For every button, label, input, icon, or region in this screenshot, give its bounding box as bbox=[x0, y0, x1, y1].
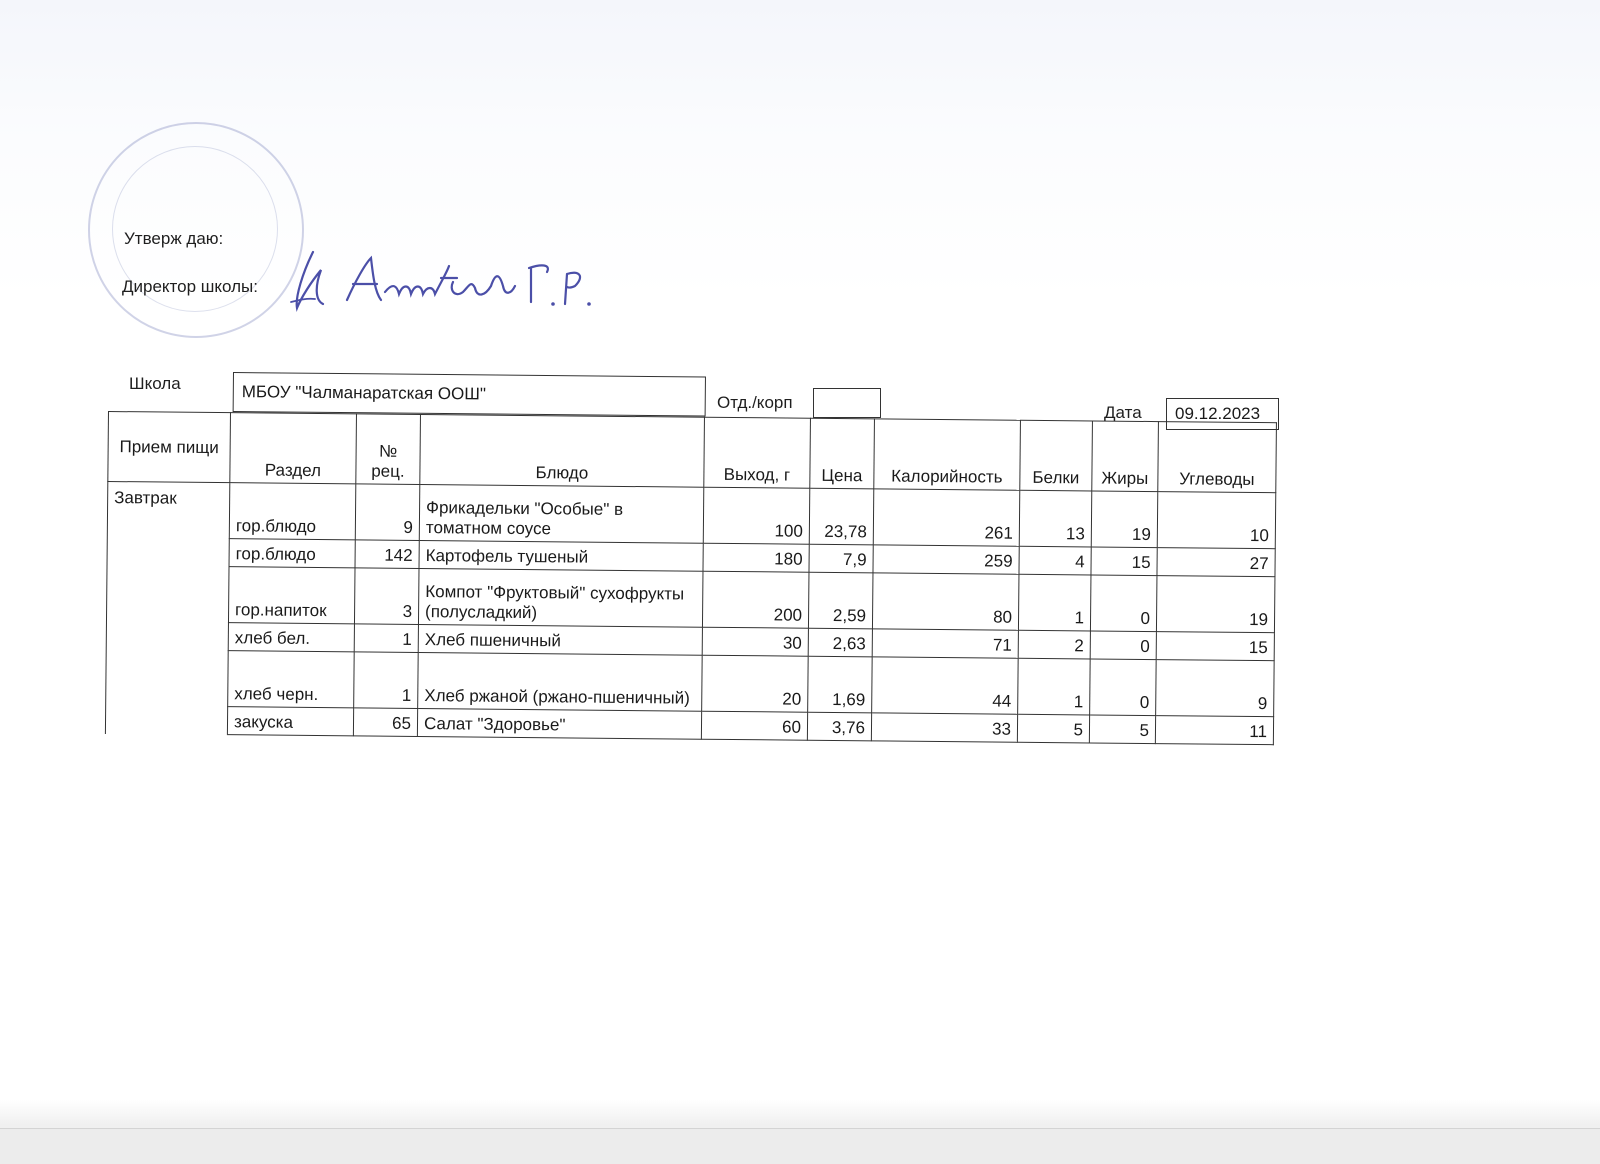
yield-cell: 30 bbox=[702, 627, 808, 656]
menu-sheet bbox=[105, 411, 1277, 745]
protein-cell: 1 bbox=[1018, 574, 1091, 631]
table-header-row bbox=[108, 412, 1277, 493]
price-cell: 1,69 bbox=[808, 656, 873, 713]
carbs-cell: 15 bbox=[1156, 632, 1274, 661]
recipe-cell: 1 bbox=[354, 652, 419, 709]
protein-cell: 4 bbox=[1019, 546, 1091, 575]
director-label: Директор школы: bbox=[122, 277, 258, 296]
meal-cell: Завтрак bbox=[105, 482, 229, 735]
carbs-cell: 10 bbox=[1157, 492, 1276, 549]
col-price: Цена bbox=[810, 418, 875, 489]
col-section: Раздел bbox=[230, 413, 357, 484]
protein-cell: 2 bbox=[1018, 630, 1090, 659]
kcal-cell: 259 bbox=[873, 545, 1019, 574]
dish-cell: Картофель тушеный bbox=[419, 540, 703, 571]
fat-cell: 15 bbox=[1091, 547, 1157, 576]
fat-cell: 19 bbox=[1091, 491, 1158, 548]
recipe-cell: 9 bbox=[355, 484, 420, 541]
carbs-cell: 27 bbox=[1157, 548, 1275, 577]
dish-cell: Хлеб ржаной (ржано-пшеничный) bbox=[418, 652, 703, 711]
school-label: Школа bbox=[129, 374, 181, 393]
carbs-cell: 11 bbox=[1155, 716, 1273, 745]
yield-cell: 100 bbox=[703, 487, 810, 544]
col-carbs: Углеводы bbox=[1158, 422, 1277, 493]
section-cell: хлеб бел. bbox=[228, 623, 354, 652]
col-yield: Выход, г bbox=[704, 417, 811, 488]
fat-cell: 0 bbox=[1090, 575, 1157, 632]
price-cell: 2,59 bbox=[808, 572, 873, 629]
price-cell: 3,76 bbox=[807, 712, 871, 741]
recipe-cell: 65 bbox=[353, 708, 417, 737]
protein-cell: 5 bbox=[1017, 714, 1089, 743]
kcal-cell: 261 bbox=[873, 489, 1020, 546]
approve-label: Утверж даю: bbox=[124, 229, 224, 248]
col-recipe: № рец. bbox=[356, 414, 421, 485]
kcal-cell: 44 bbox=[872, 657, 1019, 714]
dish-cell: Компот "Фруктовый" сухофрукты (полусладкий) bbox=[418, 568, 703, 627]
school-name-value: МБОУ "Чалманаратская ООШ" bbox=[241, 382, 487, 404]
dept-label: Отд./корп bbox=[717, 393, 793, 412]
recipe-cell: 142 bbox=[355, 540, 419, 569]
section-cell: хлеб черн. bbox=[228, 651, 355, 708]
price-cell: 23,78 bbox=[809, 488, 874, 545]
menu-table bbox=[105, 411, 1277, 745]
section-cell: закуска bbox=[227, 707, 353, 736]
price-cell: 2,63 bbox=[808, 628, 872, 657]
fat-cell: 5 bbox=[1089, 715, 1155, 744]
date-label: Дата bbox=[1104, 403, 1142, 422]
col-fat: Жиры bbox=[1092, 421, 1159, 492]
dish-cell: Салат "Здоровье" bbox=[417, 708, 701, 739]
col-kcal: Калорийность bbox=[874, 419, 1021, 490]
section-cell: гор.блюдо bbox=[229, 539, 355, 568]
school-name-field bbox=[233, 372, 706, 417]
fat-cell: 0 bbox=[1090, 659, 1157, 716]
yield-cell: 180 bbox=[703, 543, 809, 572]
yield-cell: 200 bbox=[702, 571, 809, 628]
recipe-cell: 1 bbox=[354, 624, 418, 653]
price-cell: 7,9 bbox=[809, 544, 873, 573]
director-signature bbox=[285, 242, 605, 322]
carbs-cell: 19 bbox=[1156, 576, 1275, 633]
carbs-cell: 9 bbox=[1156, 660, 1275, 717]
dept-field bbox=[813, 388, 881, 418]
yield-cell: 20 bbox=[702, 655, 809, 712]
protein-cell: 13 bbox=[1019, 490, 1092, 547]
fat-cell: 0 bbox=[1090, 631, 1156, 660]
col-meal: Прием пищи bbox=[108, 412, 231, 483]
dish-cell: Хлеб пшеничный bbox=[418, 624, 702, 655]
yield-cell: 60 bbox=[701, 711, 807, 740]
section-cell: гор.напиток bbox=[228, 567, 355, 624]
col-dish: Блюдо bbox=[420, 414, 705, 487]
section-cell: гор.блюдо bbox=[229, 483, 356, 540]
protein-cell: 1 bbox=[1018, 658, 1091, 715]
kcal-cell: 71 bbox=[872, 629, 1018, 658]
kcal-cell: 33 bbox=[871, 713, 1017, 742]
kcal-cell: 80 bbox=[872, 573, 1019, 630]
scanner-edge bbox=[0, 1128, 1600, 1164]
date-value: 09.12.2023 bbox=[1175, 404, 1261, 423]
dish-cell: Фрикадельки "Особые" в томатном соусе bbox=[419, 484, 704, 543]
recipe-cell: 3 bbox=[354, 568, 419, 625]
col-protein: Белки bbox=[1020, 420, 1093, 491]
